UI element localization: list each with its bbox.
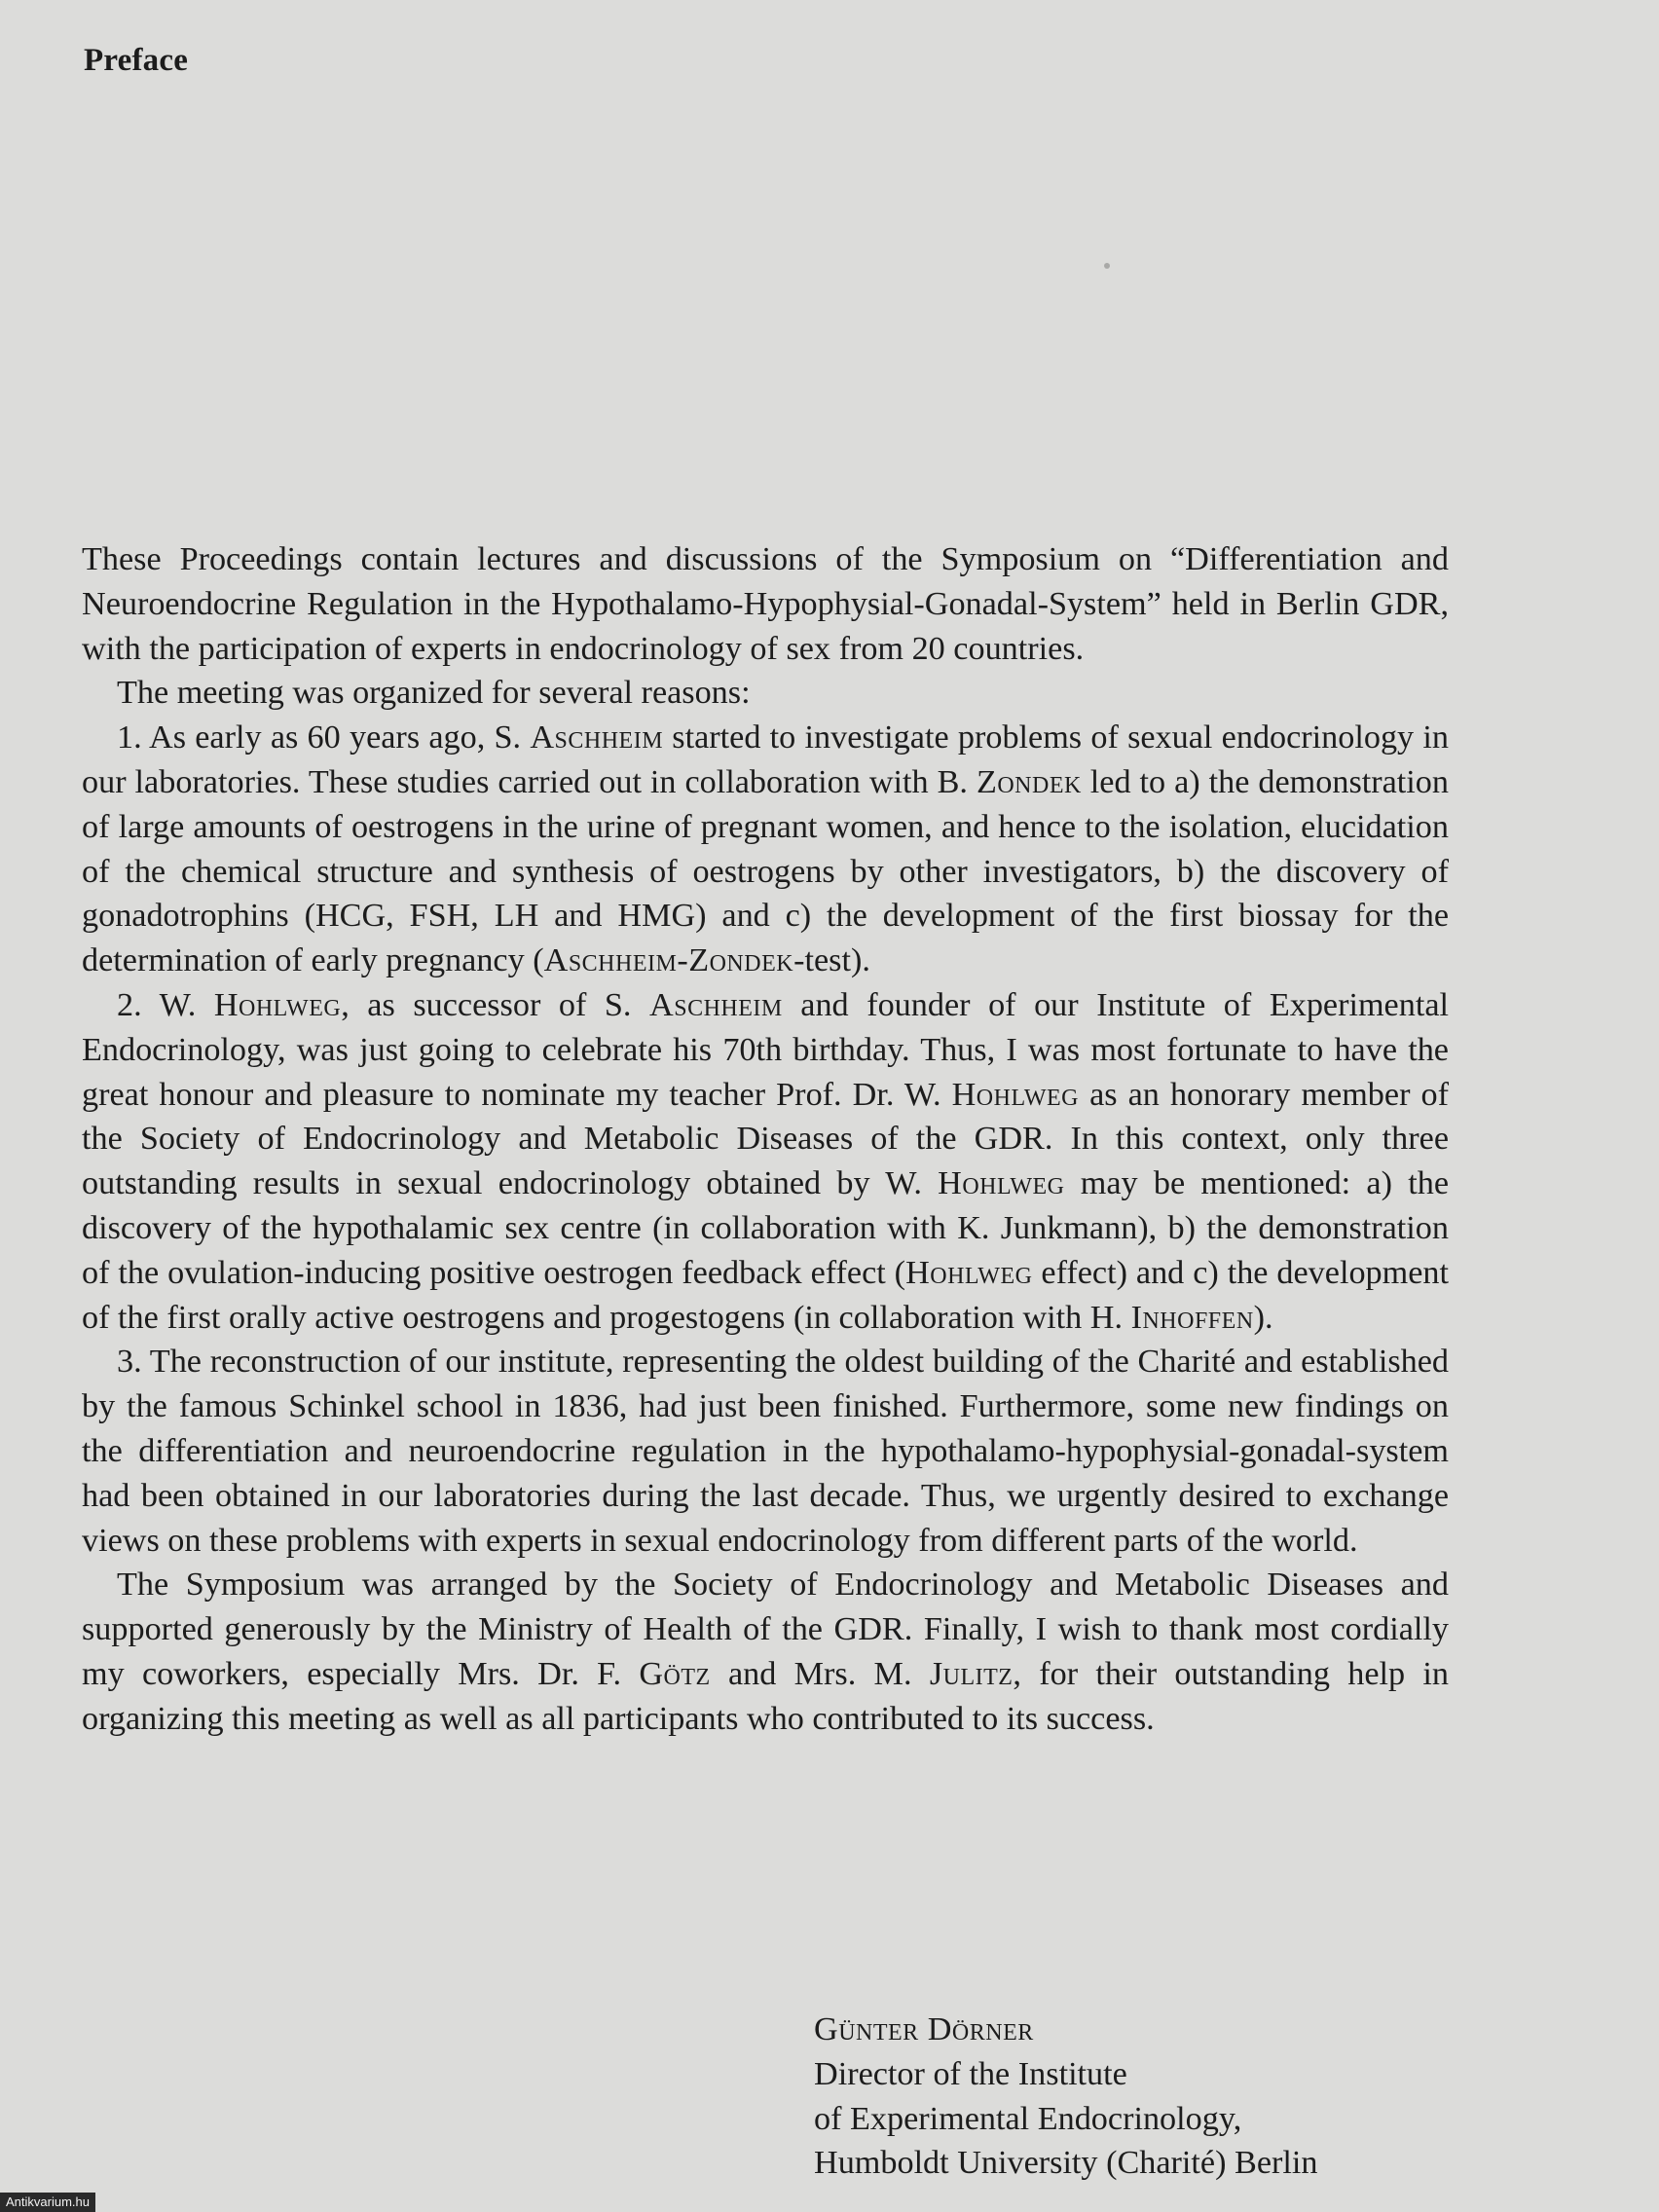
signatory-affiliation: Humboldt University (Charité) Berlin	[814, 2145, 1318, 2182]
closing-paragraph	[82, 1563, 1449, 1741]
source-watermark: Antikvarium.hu	[0, 2193, 95, 2212]
text-run: ).	[1253, 1299, 1273, 1336]
author-name: Inhoffen	[1130, 1299, 1254, 1336]
author-name: Aschheim-Zondek	[543, 942, 794, 979]
intro-paragraph: These Proceedings contain lectures and discussions of the Symposium on “Differentiation and Neuroendocrine Regulation in the Hypothalamo-Hypophysial-Gonadal-System” held in Berlin GDR, with the participation of experts in endocrinology of sex from 20 countries.	[82, 541, 1449, 667]
signatory-title-line: of Experimental Endocrinology,	[814, 2100, 1242, 2137]
author-name: Hohlweg	[905, 1254, 1033, 1291]
reasons-intro-paragraph: The meeting was organized for several reasons:	[117, 675, 751, 712]
text-run: led to a) the demonstration of large amounts of oestrogens in the urine of pregnant women, and hence to the isolation, elucidation of the chemical structure and synthesis of oestrogens by other investigators, b) the discovery of gonadotrophins (HCG, FSH, LH and HMG) and c) the development of the first biossay for the determination of early pregnancy (	[82, 763, 1449, 979]
text-run: as an honorary member of the Society of Endocrinology and Metabolic Diseases of the GDR. In this context, only three outstanding results in sexual endocrinology obtained by W.	[82, 1076, 1449, 1202]
reason-one-paragraph	[82, 716, 1449, 983]
text-run: started to investigate problems of sexual endocrinology in our laboratories. These studies carried out in collaboration with B.	[82, 719, 1449, 800]
text-run: effect) and c) the development of the first orally active oestrogens and progestogens (in collaboration with H.	[82, 1254, 1449, 1336]
text-run: The Symposium was arranged by the Society of Endocrinology and Metabolic Diseases and supported generously by the Ministry of Health of the GDR. Finally, I wish to thank most cordially my coworkers, especially Mrs. Dr. F.	[82, 1567, 1449, 1692]
signatory-title-line: Director of the Institute	[814, 2055, 1127, 2092]
signatory-name: Günter Dörner	[814, 2011, 1034, 2047]
reason-three-paragraph: 3. The reconstruction of our institute, representing the oldest building of the Charité and established by the famous Schinkel school in 1836, had just been finished. Furthermore, some new findings on the differentiation and neuroendocrine regulation in the hypothalamo-hypophysial-gonadal-system had been obtained in our laboratories during the last decade. Thus, we urgently desired to exchange views on these problems with experts in sexual endocrinology from different parts of the world.	[82, 1344, 1449, 1559]
reason-two-paragraph	[82, 983, 1449, 1340]
person-name: Götz	[639, 1655, 711, 1692]
person-name: Julitz	[929, 1655, 1014, 1692]
preface-body	[82, 537, 1449, 1742]
author-name: Aschheim	[530, 719, 664, 756]
text-run: 1. As early as 60 years ago, S.	[117, 719, 531, 756]
author-name: Aschheim	[649, 986, 783, 1023]
text-run: -test).	[793, 942, 870, 979]
text-run: , for their outstanding help in organizing this meeting as well as all participants who contributed to its success.	[82, 1655, 1449, 1737]
author-name: Hohlweg	[938, 1165, 1065, 1202]
signature-block	[814, 2008, 1317, 2186]
text-run: , as successor of S.	[341, 986, 650, 1023]
text-run: 2. W.	[117, 986, 214, 1023]
author-name: Hohlweg	[213, 986, 342, 1023]
text-run: and Mrs. M.	[710, 1655, 930, 1692]
page-title: Preface	[84, 43, 189, 78]
text-run: and founder of our Institute of Experimental Endocrinology, was just going to celebrate his 70th birthday. Thus, I was most fortunate to have the great honour and pleasure to nominate my teacher Prof. Dr. W.	[82, 986, 1449, 1113]
paper-speck	[1104, 263, 1110, 269]
author-name: Zondek	[976, 763, 1082, 800]
text-run: may be mentioned: a) the discovery of the hypothalamic sex centre (in collaboration with K. Junkmann), b) the demonstration of the ovulation-inducing positive oestrogen feedback effect (	[82, 1165, 1449, 1291]
author-name: Hohlweg	[951, 1076, 1079, 1113]
